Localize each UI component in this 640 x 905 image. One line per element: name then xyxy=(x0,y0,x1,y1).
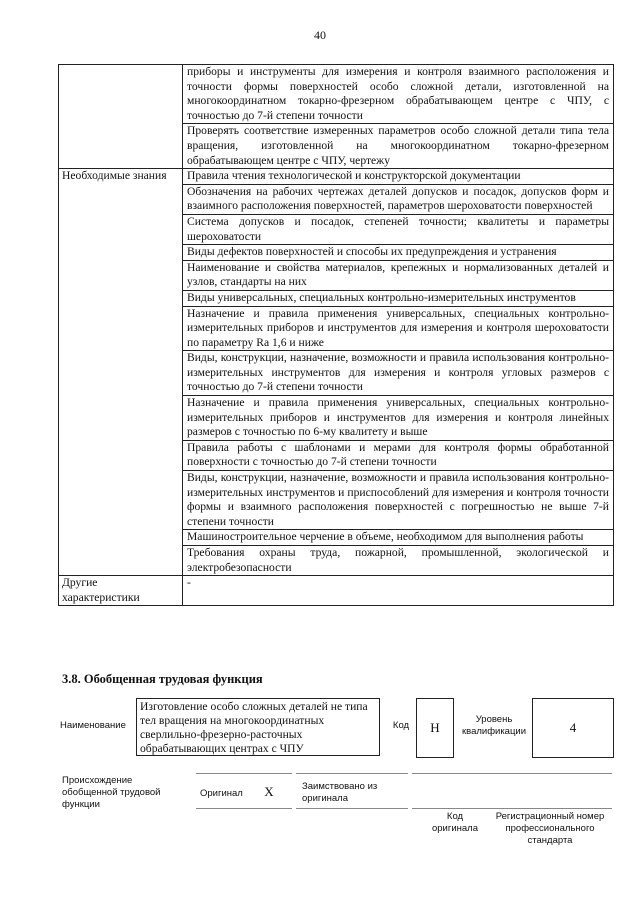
page-number: 40 xyxy=(314,28,326,42)
code-original-label: Код оригинала xyxy=(431,811,478,834)
table-cell: Правила чтения технологической и конструкторской документации xyxy=(183,169,614,185)
table-row xyxy=(59,65,614,124)
table-cell: Проверять соответствие измеренных параметров особо сложной детали типа тела вращения, изготовленной на многокоординатном токарно-фрезерном обрабатывающем центре с ЧПУ, чертежу xyxy=(183,124,614,169)
name-value: Изготовление особо сложных деталей не типа тел вращения на многокоординатных сверлильно-фрезерно-расточных обрабатывающих центрах с ЧПУ xyxy=(136,698,380,756)
original-mark: X xyxy=(264,784,274,799)
level-label: Уровень квалификации xyxy=(461,714,527,737)
table-cell: Виды, конструкции, назначение, возможности и правила использования контрольно-измерительных инструментов и приспособлений для измерения и контроля точности формы и взаимного расположения поверхностей с погрешностью не выше 7-й степени точности xyxy=(183,471,614,530)
table-cell: Назначение и правила применения универсальных, специальных контрольно-измерительных приборов и инструментов для измерения и контроля шероховатости по параметру Ra 1,6 и ниже xyxy=(183,306,614,351)
table-cell: Виды, конструкции, назначение, возможности и правила использования контрольно-измерительных инструментов для измерения и контроля угловых размеров с точностью до 7-й степени точности xyxy=(183,351,614,396)
table-cell: Машиностроительное черчение в объеме, необходимом для выполнения работы xyxy=(183,530,614,546)
knowledge-label: Необходимые знания xyxy=(59,169,183,576)
table-cell: Наименование и свойства материалов, крепежных и нормализованных деталей и узлов, стандарты на них xyxy=(183,260,614,290)
other-characteristics-value: - xyxy=(183,576,614,606)
code-label: Код xyxy=(392,720,410,731)
other-characteristics-label: Другие характеристики xyxy=(59,576,183,606)
section-title: 3.8. Обобщенная трудовая функция xyxy=(62,672,263,686)
code-value: H xyxy=(416,698,454,758)
table-row xyxy=(59,169,614,185)
original-label: Оригинал xyxy=(200,788,243,799)
table-cell: Виды дефектов поверхностей и способы их предупреждения и устранения xyxy=(183,245,614,261)
table-cell: приборы и инструменты для измерения и контроля взаимного расположения и точности формы поверхностей особо сложной детали, изготовленной на многокоординатном токарно-фрезерном обрабатывающем центре с ЧПУ, с точностью до 7-й степени точности xyxy=(183,65,614,124)
table-cell: Система допусков и посадок, степеней точности; квалитеты и параметры шероховатости xyxy=(183,214,614,244)
borrowed-label: Заимствовано из оригинала xyxy=(302,781,378,804)
table-row xyxy=(59,576,614,606)
table-cell: Обозначения на рабочих чертежах деталей допусков и посадок, допусков форм и взаимного расположения поверхностей, параметров шероховатости поверхностей xyxy=(183,184,614,214)
table-cell: Виды универсальных, специальных контрольно-измерительных инструментов xyxy=(183,290,614,306)
name-label: Наименование xyxy=(60,720,126,731)
reg-number-label: Регистрационный номер профессионального стандарта xyxy=(495,811,605,846)
level-value: 4 xyxy=(532,698,614,758)
empty-label-cell xyxy=(59,65,183,169)
table-cell: Назначение и правила применения универсальных, специальных контрольно-измерительных приборов и инструментов для измерения и контроля линейных размеров с точностью по 6-му квалитету и выше xyxy=(183,396,614,441)
origin-label: Происхождение обобщенной трудовой функции xyxy=(62,775,161,810)
table-cell: Требования охраны труда, пожарной, промышленной, экологической и электробезопасности xyxy=(183,546,614,576)
table-cell: Правила работы с шаблонами и мерами для контроля формы обработанной поверхности с точностью до 7-й степени точности xyxy=(183,440,614,470)
knowledge-table xyxy=(58,64,614,606)
